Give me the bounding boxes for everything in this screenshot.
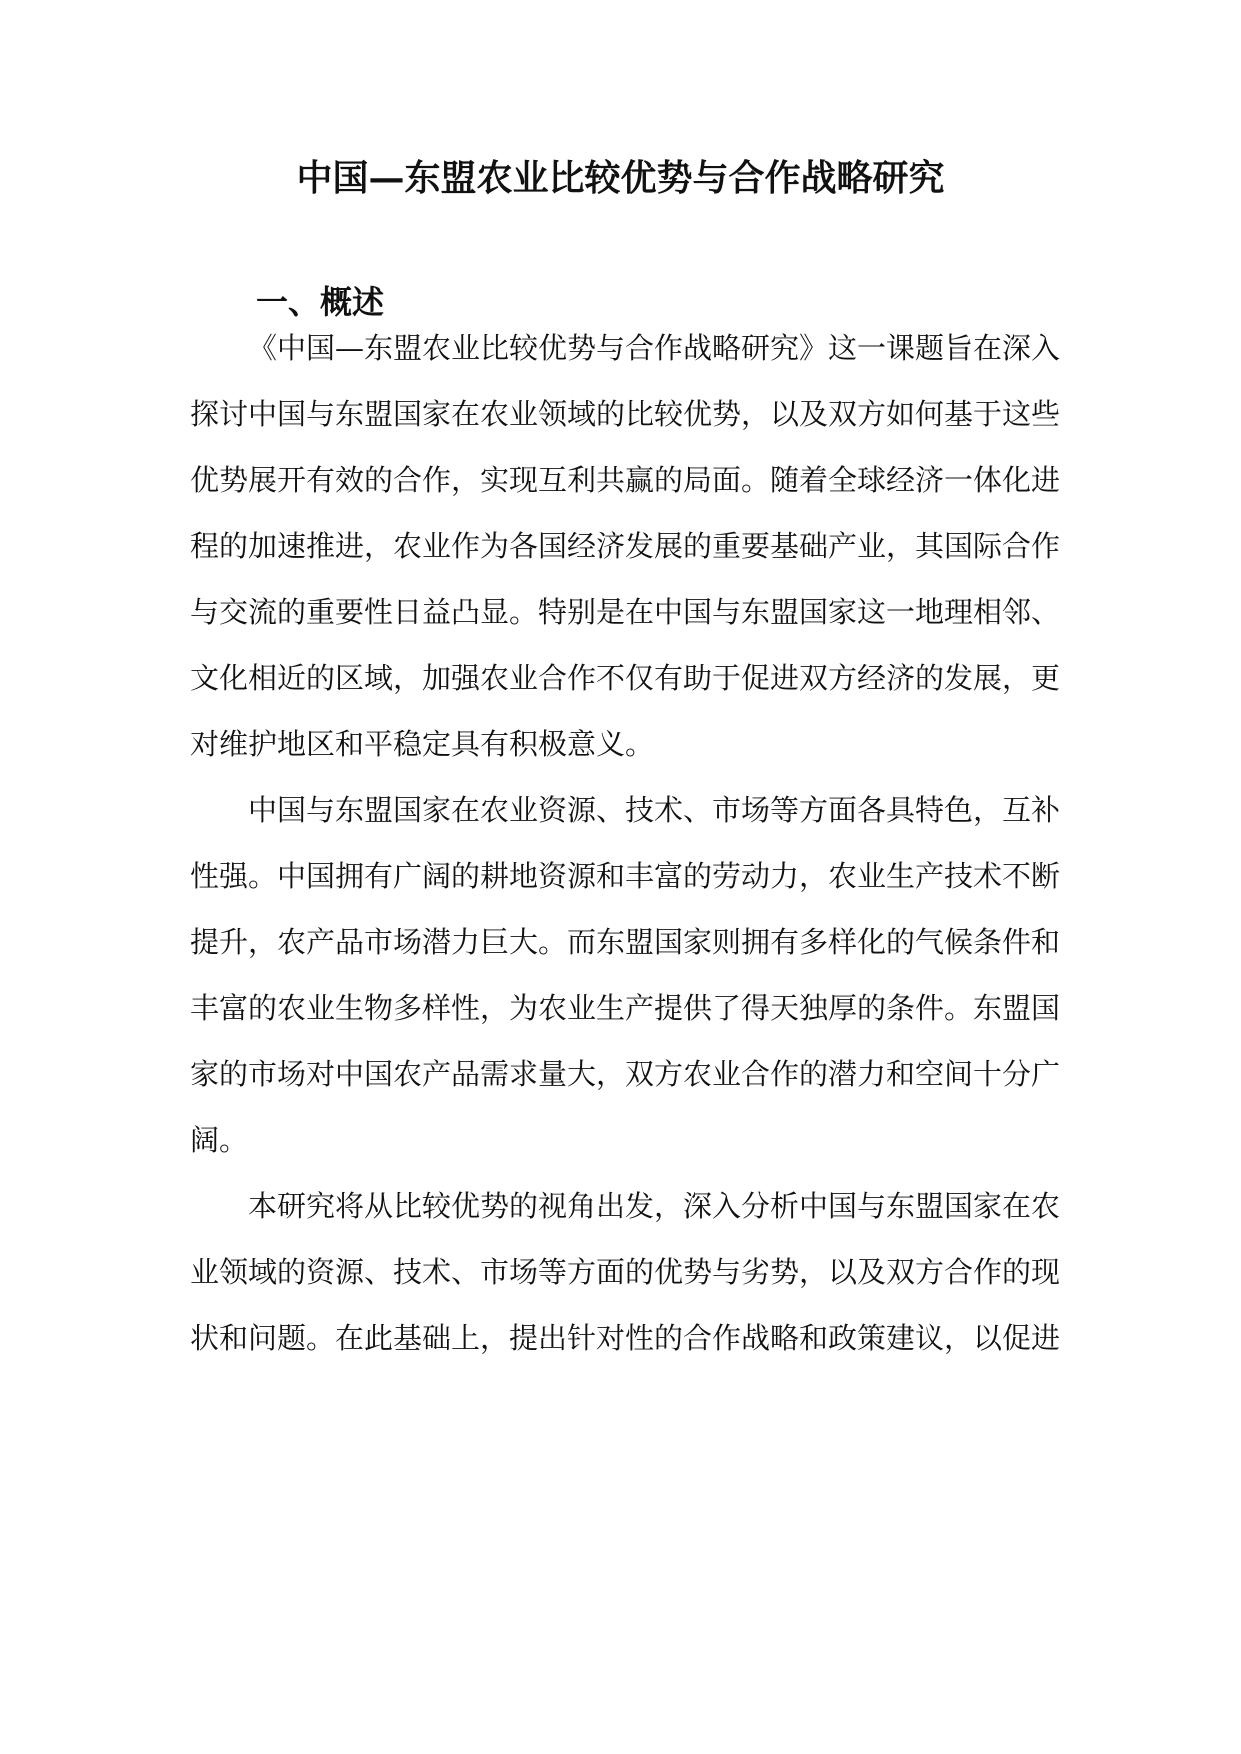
paragraph-3-line-3: 状和问题。在此基础上，提出针对性的合作战略和政策建议，以促进 (190, 1321, 1061, 1355)
paragraph-1-line-2: 探讨中国与东盟国家在农业领域的比较优势，以及双方如何基于这些 (190, 397, 1061, 431)
paragraph-1-line-3: 优势展开有效的合作，实现互利共赢的局面。随着全球经济一体化进 (190, 463, 1061, 497)
paragraph-2-line-4: 丰富的农业生物多样性，为农业生产提供了得天独厚的条件。东盟国 (190, 991, 1061, 1025)
paragraph-1-line-4: 程的加速推进，农业作为各国经济发展的重要基础产业，其国际合作 (190, 529, 1061, 563)
paragraph-2-line-1: 中国与东盟国家在农业资源、技术、市场等方面各具特色，互补 (248, 793, 1061, 827)
section-heading: 一、概述 (256, 283, 385, 321)
paragraph-3-line-1: 本研究将从比较优势的视角出发，深入分析中国与东盟国家在农 (248, 1189, 1061, 1223)
paragraph-1-line-7: 对维护地区和平稳定具有积极意义。 (190, 727, 655, 761)
paragraph-2-line-3: 提升，农产品市场潜力巨大。而东盟国家则拥有多样化的气候条件和 (190, 925, 1061, 959)
paragraph-1-line-6: 文化相近的区域，加强农业合作不仅有助于促进双方经济的发展，更 (190, 661, 1061, 695)
paragraph-3-line-2: 业领域的资源、技术、市场等方面的优势与劣势，以及双方合作的现 (190, 1255, 1061, 1289)
paragraph-2-line-5: 家的市场对中国农产品需求量大，双方农业合作的潜力和空间十分广 (190, 1057, 1061, 1091)
paragraph-2-line-6: 阔。 (190, 1123, 249, 1157)
paragraph-1-line-1: 《中国—东盟农业比较优势与合作战略研究》这一课题旨在深入 (248, 331, 1061, 365)
paragraph-2-line-2: 性强。中国拥有广阔的耕地资源和丰富的劳动力，农业生产技术不断 (190, 859, 1061, 893)
document-title: 中国—东盟农业比较优势与合作战略研究 (296, 157, 945, 199)
paragraph-1-line-5: 与交流的重要性日益凸显。特别是在中国与东盟国家这一地理相邻、 (190, 595, 1061, 629)
